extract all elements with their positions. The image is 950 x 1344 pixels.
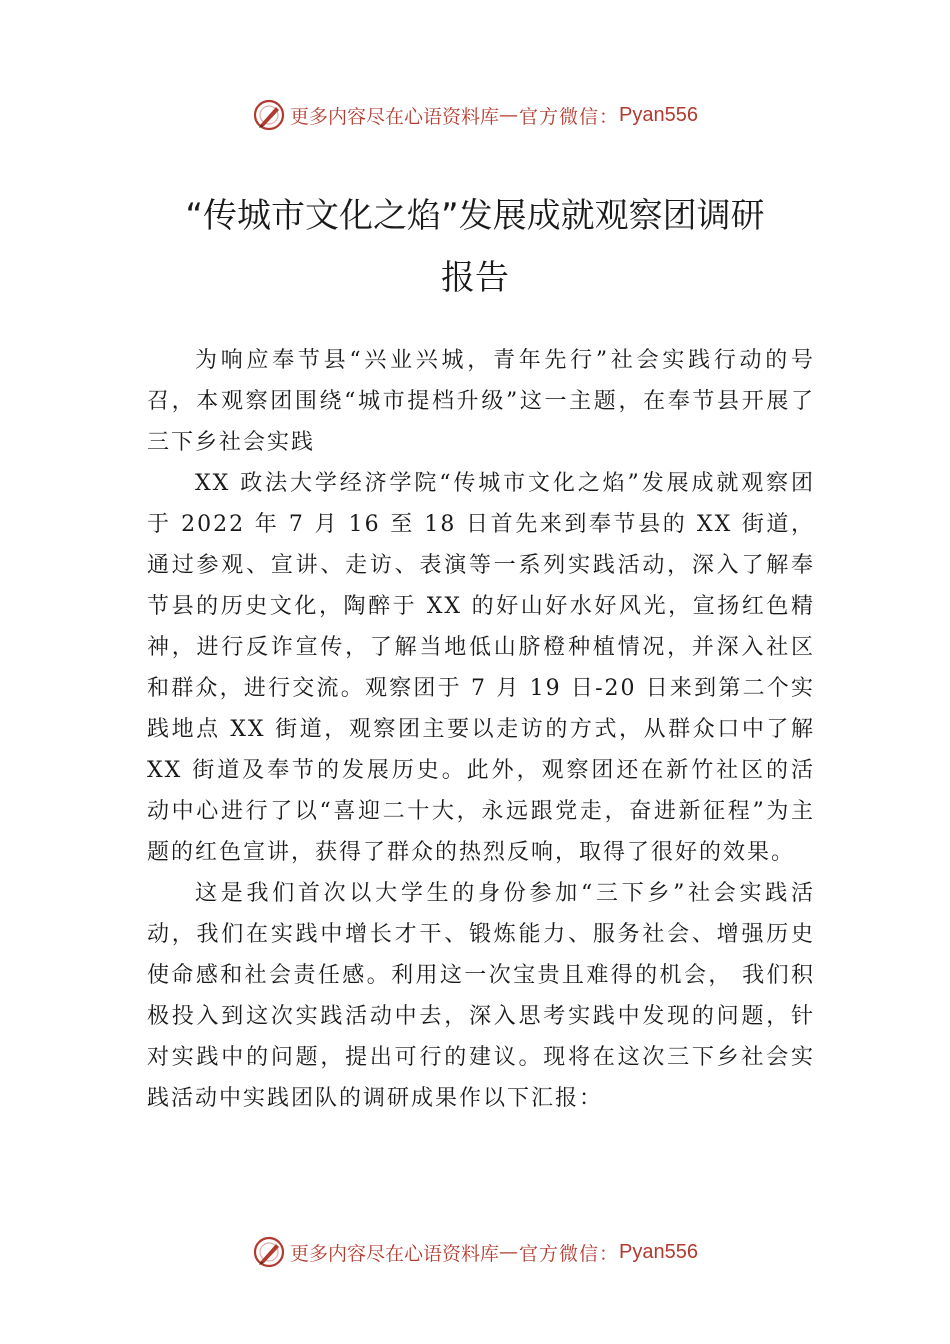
- watermark-banner-bottom: [0, 1232, 950, 1272]
- paragraph-2: XX 政法大学经济学院“传城市文化之焰”发展成就观察团于 2022 年 7 月 16 至 18 日首先来到奉节县的 XX 街道， 通过参观、宣讲、走访、表演等一系列实践活动，深入了解奉节县的历史文化，陶醉于 XX 的好山好水好风光，宣扬红色精神，进行反诈宣传，了解当地低山脐橙种植情况，并深入社区和群众，进行交流。观察团于 7 月 19 日-20 日来到第二个实践地点 XX 街道，观察团主要以走访的方式，从群众口中了解 XX 街道及奉节的发展历史。此外，观察团还在新竹社区的活动中心进行了以“喜迎二十大，永远跟党走，奋进新征程”为主题的红色宣讲，获得了群众的热烈反响，取得了很好的效果。: [147, 471, 815, 865]
- paragraph-3: 这是我们首次以大学生的身份参加“三下乡”社会实践活动，我们在实践中增长才干、锻炼能力、服务社会、增强历史使命感和社会责任感。利用这一次宝贵且难得的机会， 我们积极投入到这次实践活动中去，深入思考实践中发现的问题，针对实践中的问题，提出可行的建议。现将在这次三下乡社会实践活动中实践团队的调研成果作以下汇报：: [147, 881, 815, 1111]
- watermark-main-text: 更多内容尽在心语资料库: [290, 1242, 500, 1265]
- pen-logo-icon: [252, 98, 286, 132]
- watermark-banner-top: [0, 95, 950, 135]
- watermark-sub-text: 官方微信：: [519, 105, 620, 128]
- watermark-wechat-id: Pyan556: [619, 103, 698, 126]
- watermark-dash: —: [499, 104, 520, 126]
- paragraph-1: 为响应奉节县“兴业兴城，青年先行”社会实践行动的号召，本观察团围绕“城市提档升级”这一主题，在奉节县开展了三下乡社会实践: [147, 348, 815, 455]
- document-body: [147, 340, 815, 1119]
- pen-logo-icon: [252, 1235, 286, 1269]
- watermark-main-text: 更多内容尽在心语资料库: [290, 105, 500, 128]
- watermark-wechat-id: Pyan556: [619, 1240, 698, 1263]
- watermark-sub-text: 官方微信：: [519, 1242, 620, 1265]
- document-title-line-1: “传城市文化之焰”发展成就观察团调研: [185, 196, 765, 236]
- document-title-line-2: 报告: [441, 258, 509, 298]
- watermark-dash: —: [499, 1241, 520, 1263]
